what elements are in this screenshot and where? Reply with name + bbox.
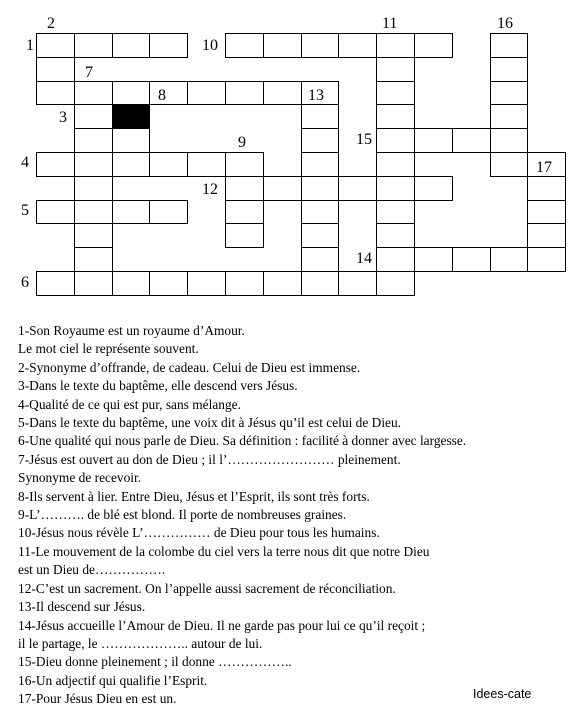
grid-cell[interactable]	[414, 128, 453, 153]
clue-number-label: 15	[356, 131, 372, 148]
clue-number-label: 8	[158, 87, 166, 104]
grid-cell[interactable]	[527, 247, 566, 272]
grid-block-cell	[112, 104, 151, 129]
clue-line: 1-Son Royaume est un royaume d’Amour.	[18, 323, 245, 338]
clue-number-label: 17	[536, 159, 552, 176]
grid-cell[interactable]	[36, 152, 75, 177]
clue-list	[18, 322, 578, 709]
grid-cell[interactable]	[376, 271, 415, 296]
grid-cell[interactable]	[376, 128, 415, 153]
grid-cell[interactable]	[36, 33, 75, 58]
grid-cell[interactable]	[452, 128, 491, 153]
grid-cell[interactable]	[187, 152, 226, 177]
clue-line: 6-Une qualité qui nous parle de Dieu. Sa définition : facilité à donner avec largesse.	[18, 433, 467, 449]
grid-cell[interactable]	[376, 152, 415, 177]
grid-cell[interactable]	[414, 247, 453, 272]
grid-cell[interactable]	[376, 247, 415, 272]
grid-cell[interactable]	[263, 33, 302, 58]
brand-label: Idees-cate	[473, 687, 532, 701]
grid-cell[interactable]	[74, 104, 113, 129]
grid-cell[interactable]	[74, 81, 113, 106]
clue-number-label: 4	[21, 154, 29, 171]
grid-cell[interactable]	[301, 271, 340, 296]
grid-cell[interactable]	[301, 200, 340, 225]
grid-cell[interactable]	[301, 128, 340, 153]
grid-cell[interactable]	[74, 128, 113, 153]
grid-cell[interactable]	[301, 33, 340, 58]
clue-line: 13-Il descend sur Jésus.	[18, 599, 146, 615]
grid-cell[interactable]	[187, 271, 226, 296]
grid-cell[interactable]	[74, 200, 113, 225]
clue-number-label: 10	[202, 37, 218, 54]
grid-cell[interactable]	[263, 176, 302, 201]
clue-number-label: 14	[356, 250, 372, 267]
grid-cell[interactable]	[490, 81, 529, 106]
grid-cell[interactable]	[112, 33, 151, 58]
clue-line: 2-Synonyme d’offrande, de cadeau. Celui de Dieu est immense.	[18, 359, 361, 375]
clue-number-label: 13	[308, 87, 324, 104]
clue-number-label: 6	[21, 274, 29, 291]
grid-cell[interactable]	[36, 81, 75, 106]
grid-cell[interactable]	[490, 104, 529, 129]
clue-line: est un Dieu de…………….	[18, 562, 166, 578]
grid-cell[interactable]	[490, 128, 529, 153]
grid-cell[interactable]	[527, 223, 566, 248]
grid-cell[interactable]	[149, 81, 188, 106]
grid-cell[interactable]	[301, 176, 340, 201]
crossword-grid	[0, 0, 587, 300]
grid-cell[interactable]	[301, 247, 340, 272]
grid-cell[interactable]	[414, 176, 453, 201]
grid-cell[interactable]	[112, 271, 151, 296]
grid-cell[interactable]	[225, 152, 264, 177]
clue-number-label: 12	[202, 181, 218, 198]
grid-cell[interactable]	[149, 152, 188, 177]
clue-number-label: 16	[497, 15, 513, 32]
grid-cell[interactable]	[490, 57, 529, 82]
grid-cell[interactable]	[338, 271, 377, 296]
clue-line: 4-Qualité de ce qui est pur, sans mélange.	[18, 396, 241, 412]
grid-cell[interactable]	[263, 81, 302, 106]
grid-cell[interactable]	[225, 81, 264, 106]
clue-line: 3-Dans le texte du baptême, elle descend vers Jésus.	[18, 378, 298, 394]
clue-line: 7-Jésus est ouvert au don de Dieu ; il l’…………………… pleinement.	[18, 451, 401, 467]
grid-cell[interactable]	[452, 247, 491, 272]
grid-cell[interactable]	[376, 200, 415, 225]
grid-cell[interactable]	[149, 200, 188, 225]
grid-cell[interactable]	[301, 223, 340, 248]
grid-cell[interactable]	[74, 247, 113, 272]
grid-cell[interactable]	[376, 176, 415, 201]
grid-cell[interactable]	[527, 176, 566, 201]
grid-cell[interactable]	[527, 200, 566, 225]
grid-cell[interactable]	[225, 271, 264, 296]
clue-line: Le mot ciel le représente souvent.	[18, 341, 199, 357]
grid-cell[interactable]	[74, 176, 113, 201]
grid-cell[interactable]	[376, 104, 415, 129]
grid-cell[interactable]	[376, 57, 415, 82]
grid-cell[interactable]	[376, 33, 415, 58]
grid-cell[interactable]	[74, 33, 113, 58]
clue-number-label: 7	[85, 64, 93, 81]
grid-cell[interactable]	[301, 104, 340, 129]
grid-cell[interactable]	[301, 152, 340, 177]
grid-cell[interactable]	[490, 33, 529, 58]
grid-cell[interactable]	[36, 57, 75, 82]
clue-line: 10-Jésus nous révèle L’…………… de Dieu pour tous les humains.	[18, 525, 380, 541]
clue-line: Synonyme de recevoir.	[18, 470, 142, 486]
clue-line: 5-Dans le texte du baptême, une voix dit à Jésus qu’il est celui de Dieu.	[18, 415, 402, 431]
clue-line: 17-Pour Jésus Dieu en est un.	[18, 691, 177, 707]
clue-number-label: 1	[26, 37, 34, 54]
grid-cell[interactable]	[338, 33, 377, 58]
grid-cell[interactable]	[376, 223, 415, 248]
grid-cell[interactable]	[225, 176, 264, 201]
clue-line: il le partage, le ……………….. autour de lui.	[18, 635, 263, 651]
grid-cell[interactable]	[414, 33, 453, 58]
grid-cell[interactable]	[490, 152, 529, 177]
grid-cell[interactable]	[112, 152, 151, 177]
grid-cell[interactable]	[112, 81, 151, 106]
grid-cell[interactable]	[225, 223, 264, 248]
grid-cell[interactable]	[225, 33, 264, 58]
grid-cell[interactable]	[74, 152, 113, 177]
grid-cell[interactable]	[149, 271, 188, 296]
clue-line: 14-Jésus accueille l’Amour de Dieu. Il ne garde pas pour lui ce qu’il reçoit ;	[18, 617, 426, 633]
grid-cell[interactable]	[36, 200, 75, 225]
grid-cell[interactable]	[263, 271, 302, 296]
grid-cell[interactable]	[338, 176, 377, 201]
grid-cell[interactable]	[149, 33, 188, 58]
grid-cell[interactable]	[74, 223, 113, 248]
clue-line: 12-C’est un sacrement. On l’appelle aussi sacrement de réconciliation.	[18, 580, 396, 596]
clue-line: 9-L’………. de blé est blond. Il porte de nombreuses graines.	[18, 507, 347, 523]
grid-cell[interactable]	[36, 271, 75, 296]
grid-cell[interactable]	[74, 271, 113, 296]
clue-number-label: 3	[59, 109, 67, 126]
grid-cell[interactable]	[490, 247, 529, 272]
grid-cell[interactable]	[112, 128, 151, 153]
grid-cell[interactable]	[112, 200, 151, 225]
clue-line: 16-Un adjectif qui qualifie l’Esprit.	[18, 672, 208, 688]
grid-cell[interactable]	[376, 81, 415, 106]
grid-cell[interactable]	[187, 81, 226, 106]
grid-cell[interactable]	[225, 200, 264, 225]
clue-number-label: 2	[47, 15, 55, 32]
clue-number-label: 5	[21, 202, 29, 219]
clue-line: 11-Le mouvement de la colombe du ciel vers la terre nous dit que notre Dieu	[18, 543, 430, 559]
clue-number-label: 11	[382, 15, 398, 32]
clue-line: 8-Ils servent à lier. Entre Dieu, Jésus et l’Esprit, ils sont très forts.	[18, 488, 370, 504]
clue-line: 15-Dieu donne pleinement ; il donne ……………..	[18, 654, 292, 670]
clue-number-label: 9	[238, 134, 246, 151]
